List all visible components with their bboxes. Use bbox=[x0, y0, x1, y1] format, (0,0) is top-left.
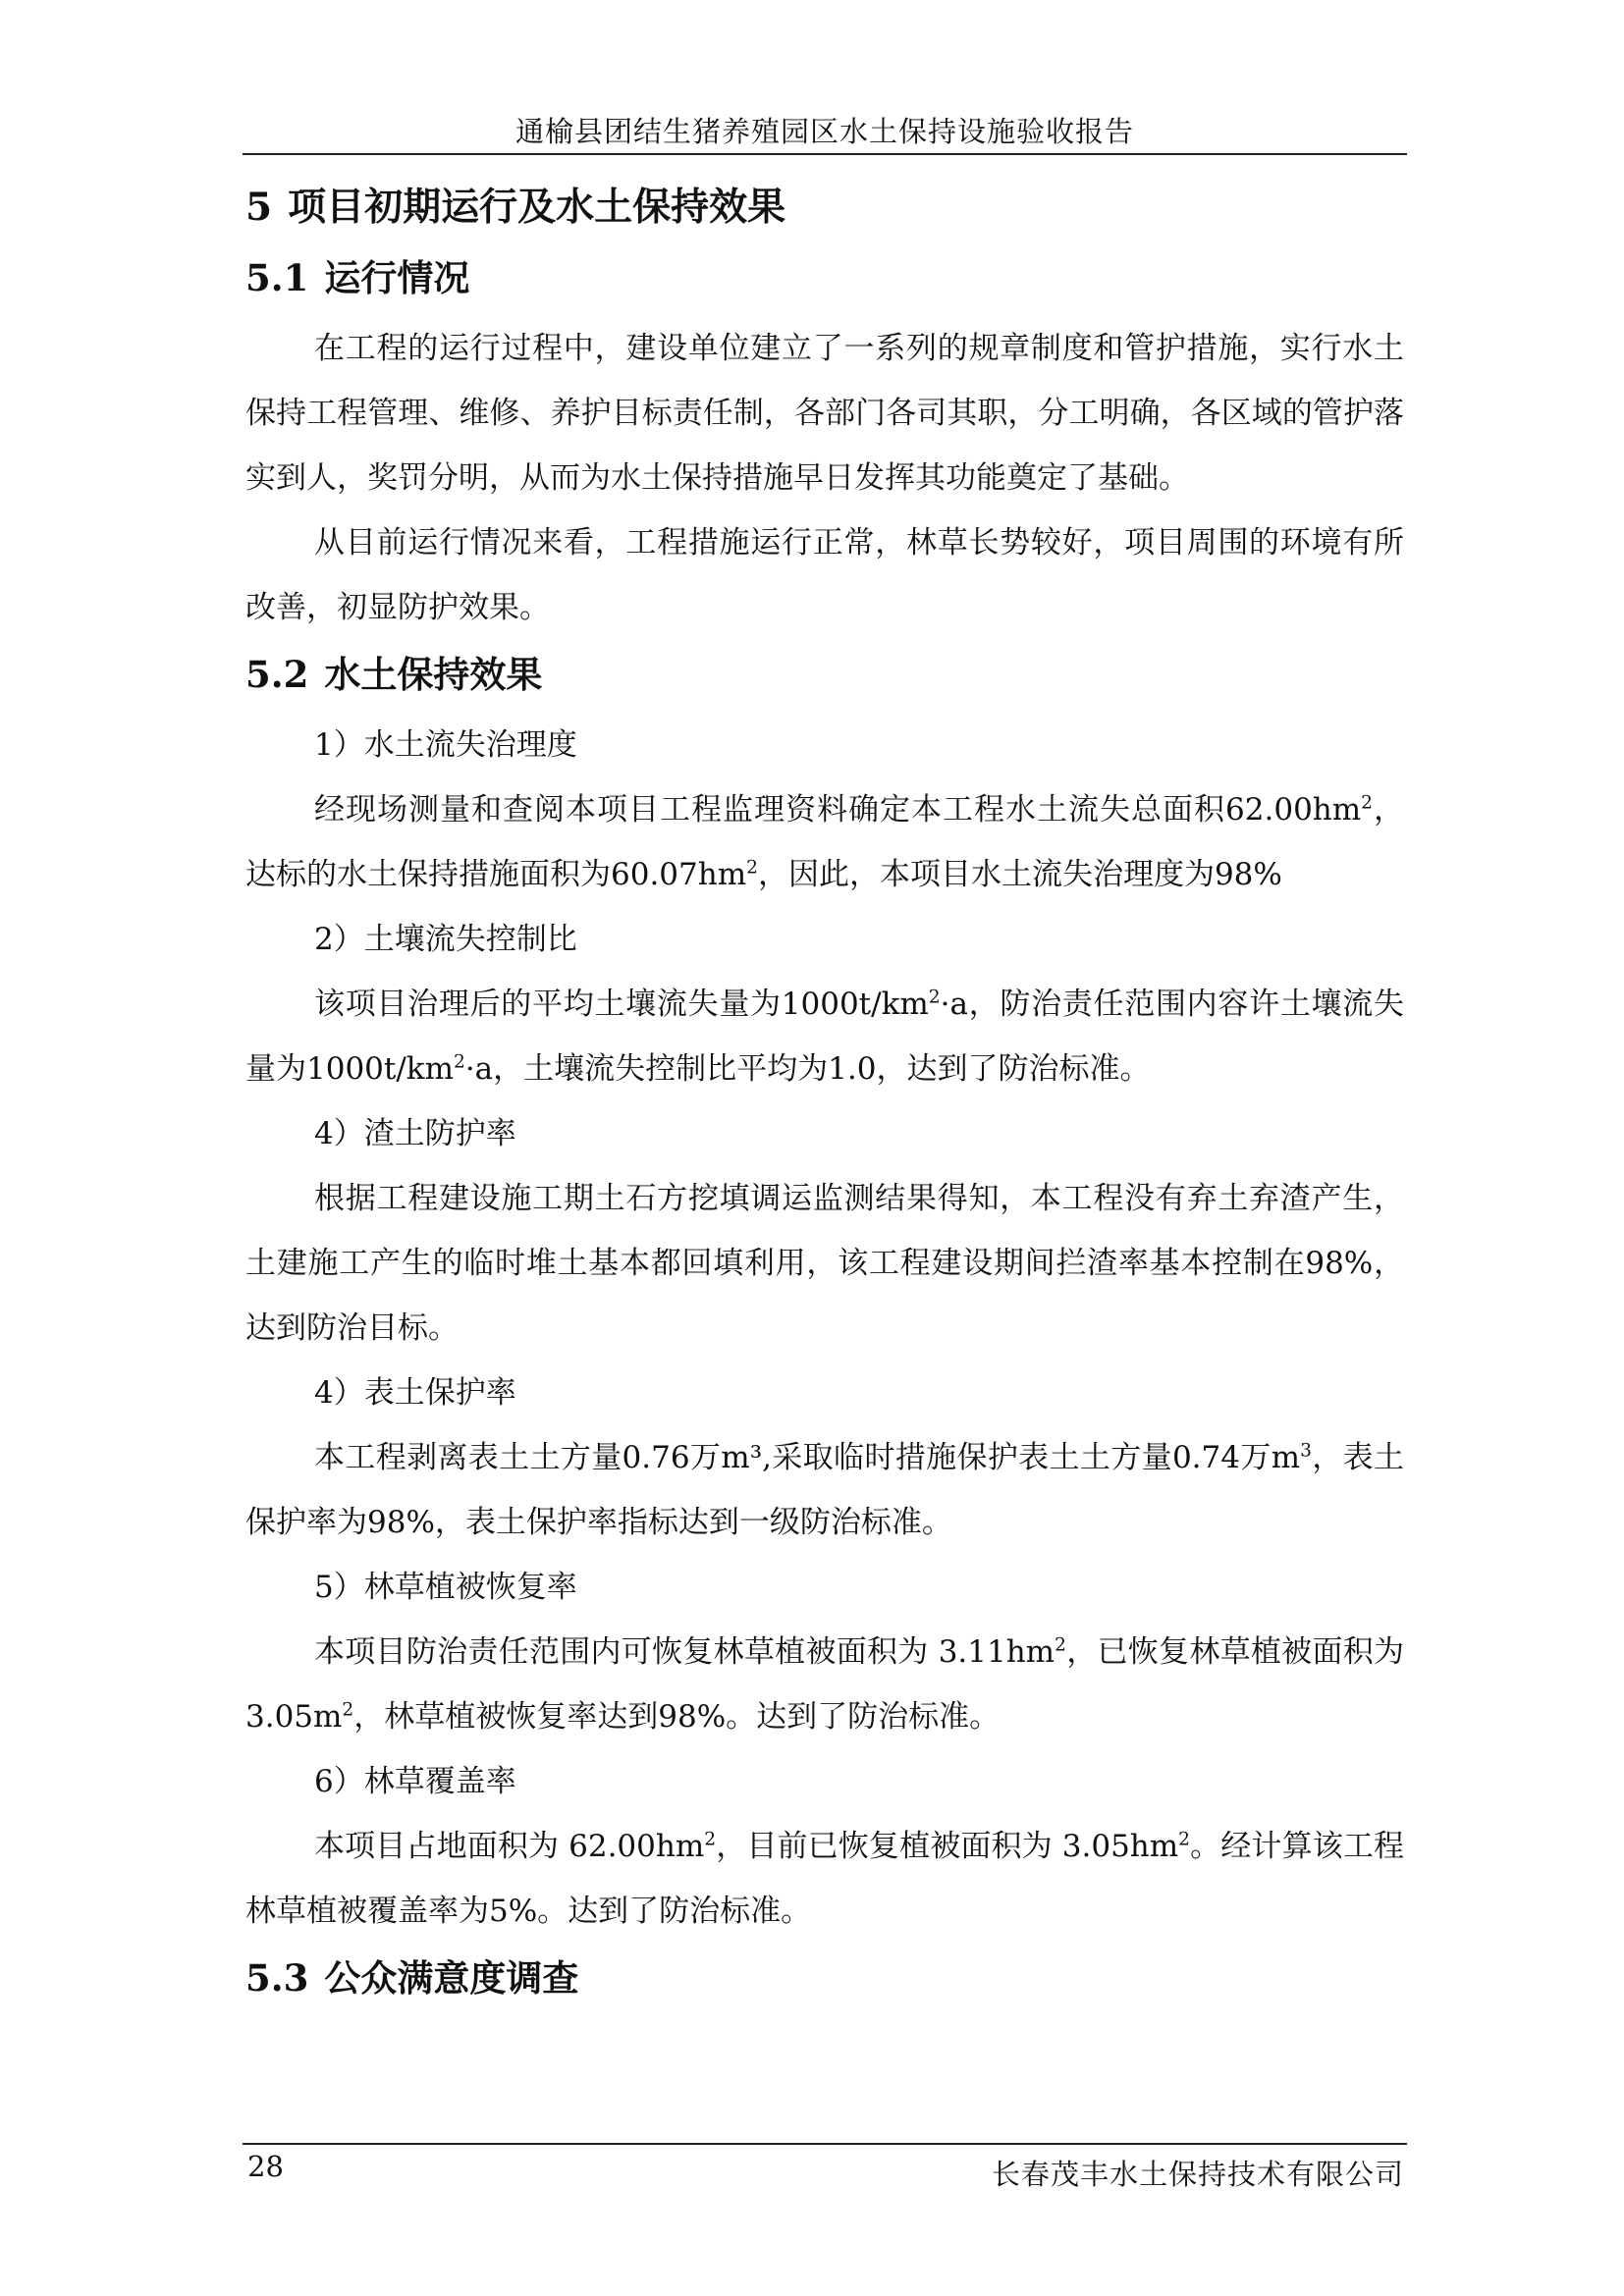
subsection-label: 4）表土保护率 bbox=[314, 1375, 516, 1411]
subsection-label: 4）渣土防护率 bbox=[314, 1116, 516, 1151]
subsection-label: 2）土壤流失控制比 bbox=[314, 922, 577, 957]
section-number: 5.3 bbox=[245, 1956, 309, 2000]
page-number: 28 bbox=[247, 2150, 284, 2183]
paragraph: 根据工程建设施工期土石方挖填调运监测结果得知，本工程没有弃土弃渣产生，土建施工产生的临时堆土基本都回填利用，该工程建设期间拦渣率基本控制在98%，达到防治目标。 bbox=[245, 1181, 1404, 1346]
paragraph: 本工程剥离表土土方量0.76万m³,采取临时措施保护表土土方量0.74万$m^3$，表土保护率为98%，表土保护率指标达到一级防治标准。 bbox=[245, 1440, 1405, 1540]
paragraph: 经现场测量和查阅本项目工程监理资料确定本工程水土流失总面积$62.00hm^2$，达标的水土保持措施面积为$60.07hm^2$，因此，本项目水土流失治理度为98% bbox=[245, 792, 1405, 892]
paragraph: 在工程的运行过程中，建设单位建立了一系列的规章制度和管护措施，实行水土保持工程管理、维修、养护目标责任制，各部门各司其职，分工明确，各区域的管护落实到人，奖罚分明，从而为水土保持措施早日发挥其功能奠定了基础。 bbox=[245, 331, 1404, 496]
header-divider bbox=[243, 153, 1407, 155]
chapter-heading bbox=[245, 183, 1404, 232]
running-header: 通榆县团结生猪养殖园区水土保持设施验收报告 bbox=[514, 115, 1134, 148]
section-title: 水土保持效果 bbox=[324, 653, 543, 696]
paragraph: 该项目治理后的平均土壤流失量为$1000t/km^2\cdot a$，防治责任范围内容许土壤流失量为$1000t/km^2\cdot a$，土壤流失控制比平均为1.0，达到了防治标准。 bbox=[245, 987, 1404, 1087]
section-heading-5-1 bbox=[245, 253, 1404, 302]
section-number: 5.1 bbox=[245, 256, 309, 299]
company-name: 长春茂丰水土保持技术有限公司 bbox=[991, 2158, 1404, 2191]
section-title: 公众满意度调查 bbox=[324, 1956, 579, 2000]
subsection-label: 1）水土流失治理度 bbox=[314, 727, 577, 763]
subsection-label: 5）林草植被恢复率 bbox=[314, 1570, 577, 1605]
chapter-number: 5 bbox=[245, 185, 273, 230]
section-number: 5.2 bbox=[245, 653, 309, 696]
footer-divider bbox=[243, 2143, 1407, 2145]
chapter-title: 项目初期运行及水土保持效果 bbox=[288, 185, 786, 230]
section-heading-5-3 bbox=[245, 1953, 1404, 2002]
section-title: 运行情况 bbox=[324, 256, 470, 299]
section-heading-5-2 bbox=[245, 650, 1404, 699]
paragraph: 本项目防治责任范围内可恢复林草植被面积为 $3.11hm^2$，已恢复林草植被面积为$3.05m^2$，林草植被恢复率达到98%。达到了防治标准。 bbox=[245, 1634, 1404, 1735]
subsection-label: 6）林草覆盖率 bbox=[314, 1764, 516, 1799]
paragraph: 从目前运行情况来看，工程措施运行正常，林草长势较好，项目周围的环境有所改善，初显防护效果。 bbox=[245, 525, 1404, 625]
page-body bbox=[245, 183, 1404, 2016]
paragraph: 本项目占地面积为 $62.00hm^2$，目前已恢复植被面积为 $3.05hm^2$。经计算该工程林草植被覆盖率为5%。达到了防治标准。 bbox=[245, 1829, 1404, 1929]
